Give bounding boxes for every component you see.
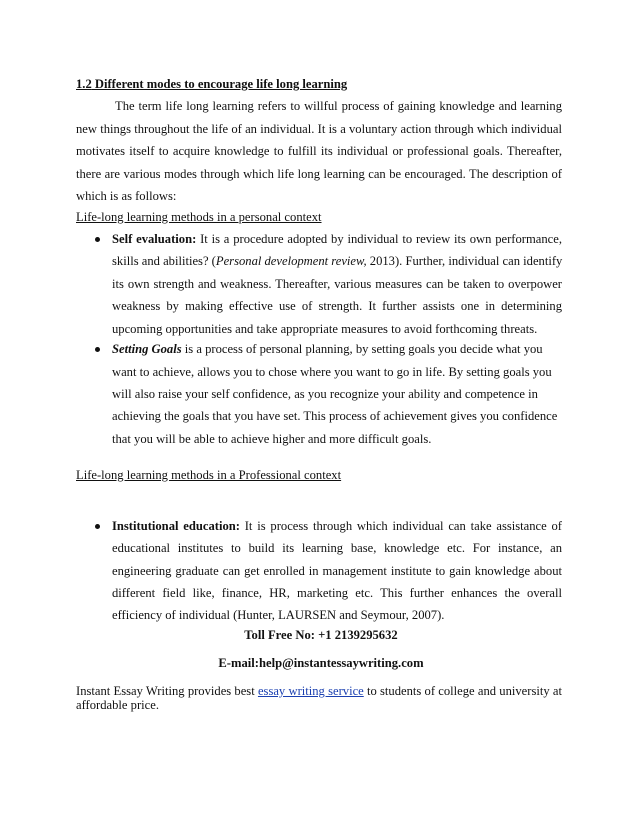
setting-goals-line-3: will also raise your self confidence, as you recognize your ability and competence in (112, 387, 538, 401)
bullet-icon (95, 237, 100, 242)
promo-line-1: Instant Essay Writing provides best essay writing service to students of college and university at (76, 684, 562, 698)
setting-goals-line-4: achieving the goals that you have set. This process of achievement gives you confidence (112, 409, 558, 423)
intro-line-3: motivates itself to acquire knowledge to fulfill its individual or professional goals. Thereafter, (76, 144, 562, 158)
self-eval-line-1: Self evaluation: It is a procedure adopted by individual to review its own performance, (112, 232, 563, 246)
self-eval-line-5: upcoming opportunities and take appropriate measures to avoid forthcoming threats. (112, 322, 538, 336)
self-eval-term: Self evaluation: (112, 232, 197, 246)
institutional-line-2: educational institutes to build its learning base, knowledge etc. For instance, an (112, 541, 562, 555)
section-number: 1.2 (76, 77, 92, 91)
institutional-line-1: Institutional education: It is process through which individual can take assistance of (112, 519, 562, 533)
institutional-line-5: efficiency of individual (Hunter, LAURSEN and Seymour, 2007). (112, 608, 445, 622)
self-eval-line-4: weakness by making effective use of strength. It further assists one in determining (112, 299, 562, 313)
setting-goals-line-5: that you will be able to achieve higher and more difficult goals. (112, 432, 432, 446)
professional-heading: Life-long learning methods in a Professional context (76, 468, 342, 482)
setting-goals-line-1: Setting Goals is a process of personal planning, by setting goals you decide what you (112, 342, 543, 356)
intro-line-2: new things throughout the life of an individual. It is a voluntary action through which individual (76, 122, 562, 136)
self-eval-line-3: its own strength and weakness. Thereafter, various measures can be taken to overpower (112, 277, 562, 291)
setting-goals-line-2: want to achieve, allows you to chose where you want to go in life. By setting goals you (112, 365, 552, 379)
bullet-icon (95, 347, 100, 352)
essay-writing-service-link[interactable]: essay writing service (257, 684, 364, 698)
institutional-line-3: engineering graduate can get enrolled in management institute to gain knowledge about (112, 564, 562, 578)
setting-goals-term: Setting Goals (112, 342, 182, 356)
self-eval-line-2: skills and abilities? (Personal development review, 2013). Further, individual can identify (112, 254, 563, 268)
section-heading (76, 76, 638, 92)
intro-line-5: which is as follows: (76, 189, 177, 203)
intro-line-1: The term life long learning refers to willful process of gaining knowledge and learning (115, 99, 562, 113)
personal-heading: Life-long learning methods in a personal context (76, 210, 322, 224)
promo-line-2: affordable price. (76, 698, 159, 712)
toll-free-number: Toll Free No: +1 2139295632 (244, 628, 398, 642)
section-title: Different modes to encourage life long learning (91, 77, 348, 91)
institutional-line-4: different field like, finance, HR, marketing etc. This further enhances the overall (112, 586, 562, 600)
institutional-term: Institutional education: (112, 519, 240, 533)
contact-email: E-mail:help@instantessaywriting.com (218, 656, 424, 670)
bullet-icon (95, 524, 100, 529)
intro-line-4: there are various modes through which life long learning can be encouraged. The description of (76, 167, 562, 181)
citation: Personal development review, (215, 254, 367, 268)
